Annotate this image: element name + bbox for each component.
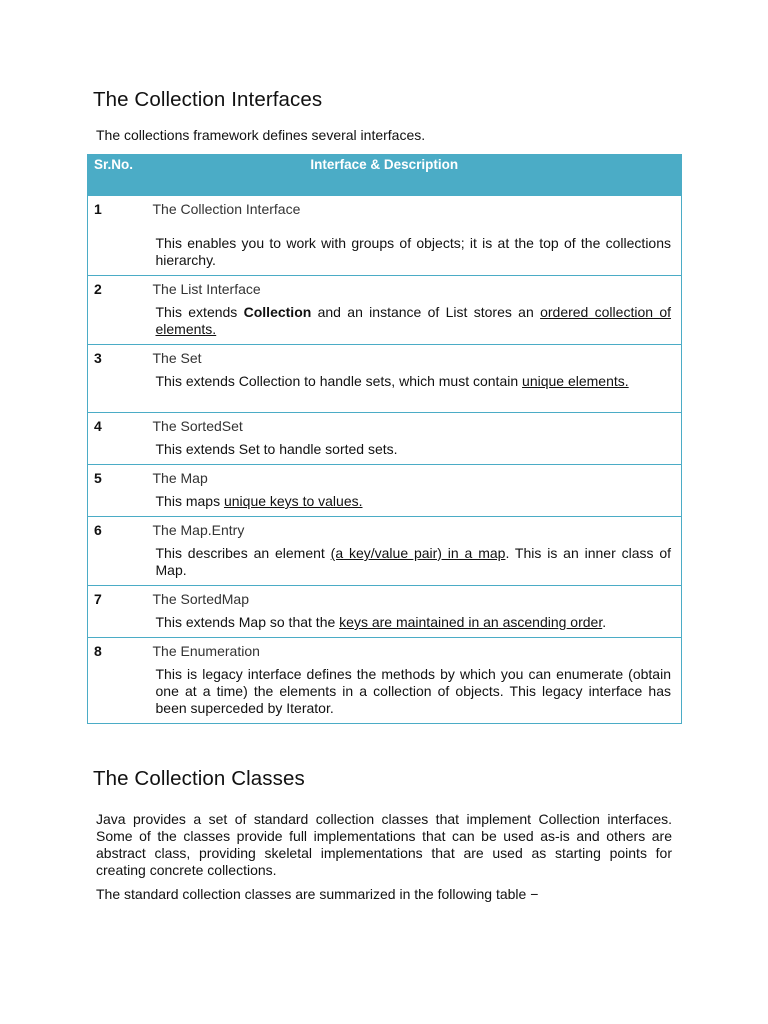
row-number: 4 (88, 413, 146, 465)
desc-text: This describes an element (155, 545, 331, 561)
desc-text: This extends Collection to handle sets, which must contain (155, 373, 523, 389)
section-title-classes: The Collection Classes (93, 767, 305, 790)
section-title-interfaces: The Collection Interfaces (93, 88, 323, 111)
table-row (88, 517, 682, 586)
interface-name: The Map.Entry (152, 522, 245, 538)
table-row (88, 586, 682, 638)
interface-description (156, 373, 672, 390)
interface-description (156, 304, 672, 338)
row-number: 7 (88, 586, 146, 638)
interface-description (156, 614, 672, 631)
interface-description (156, 545, 672, 579)
interface-description: This extends Set to handle sorted sets. (155, 441, 398, 457)
row-content (146, 638, 682, 724)
desc-underlined-text: unique elements. (522, 373, 629, 389)
table-row (88, 196, 682, 276)
table-row (88, 638, 682, 724)
classes-summary-line: The standard collection classes are summarized in the following table − (96, 886, 539, 902)
table-row (88, 345, 682, 413)
row-number: 2 (88, 276, 146, 345)
header-srno: Sr.No. (88, 154, 146, 196)
desc-text: and an instance of List stores an (311, 304, 541, 320)
intro-text: The collections framework defines several interfaces. (96, 127, 426, 143)
interface-name: The Enumeration (152, 643, 260, 659)
table-header-row (88, 154, 682, 196)
row-content (146, 586, 682, 638)
interface-description: This is legacy interface defines the methods by which you can enumerate (obtain one at a time) the elements in a collection of objects. This legacy interface has been superceded by Iterator. (155, 666, 671, 716)
row-content (146, 196, 682, 276)
table-row (88, 413, 682, 465)
interface-description (156, 493, 672, 510)
table-row (88, 465, 682, 517)
desc-text: This maps (155, 493, 224, 509)
desc-bold-text: Collection (243, 304, 312, 320)
interface-name: The SortedSet (152, 418, 243, 434)
desc-text: This extends Map so that the (155, 614, 340, 630)
header-interface-description: Interface & Description (146, 154, 682, 196)
row-number: 5 (88, 465, 146, 517)
row-content (146, 345, 682, 413)
row-content (146, 413, 682, 465)
row-content (146, 276, 682, 345)
row-number: 1 (88, 196, 146, 276)
desc-text: . This is an inner class of Map. (155, 545, 672, 578)
interface-name: The Collection Interface (152, 201, 301, 217)
interface-name: The SortedMap (152, 591, 249, 607)
interface-description: This enables you to work with groups of objects; it is at the top of the collections hierarchy. (155, 235, 671, 268)
desc-underlined-text: (a key/value pair) in a map (330, 545, 506, 561)
row-number: 3 (88, 345, 146, 413)
desc-text: This extends (155, 304, 244, 320)
row-content (146, 465, 682, 517)
row-number: 8 (88, 638, 146, 724)
desc-underlined-text: unique keys to values. (223, 493, 363, 509)
desc-underlined-text: keys are maintained in an ascending order (339, 614, 603, 630)
classes-paragraph: Java provides a set of standard collection classes that implement Collection interfaces. Some of the classes provide full implementations that can be used as-is and others are abstract class, providing skeletal implementations that are used as starting points for creating concrete collections. (96, 811, 672, 878)
desc-underlined-text: ordered collection of elements. (155, 304, 672, 337)
row-number: 6 (88, 517, 146, 586)
table-row (88, 276, 682, 345)
desc-text: . (602, 614, 607, 630)
interface-name: The Map (152, 470, 208, 486)
interface-name: The Set (152, 350, 202, 366)
interface-name: The List Interface (152, 281, 261, 297)
interfaces-table (87, 154, 682, 724)
row-content (146, 517, 682, 586)
